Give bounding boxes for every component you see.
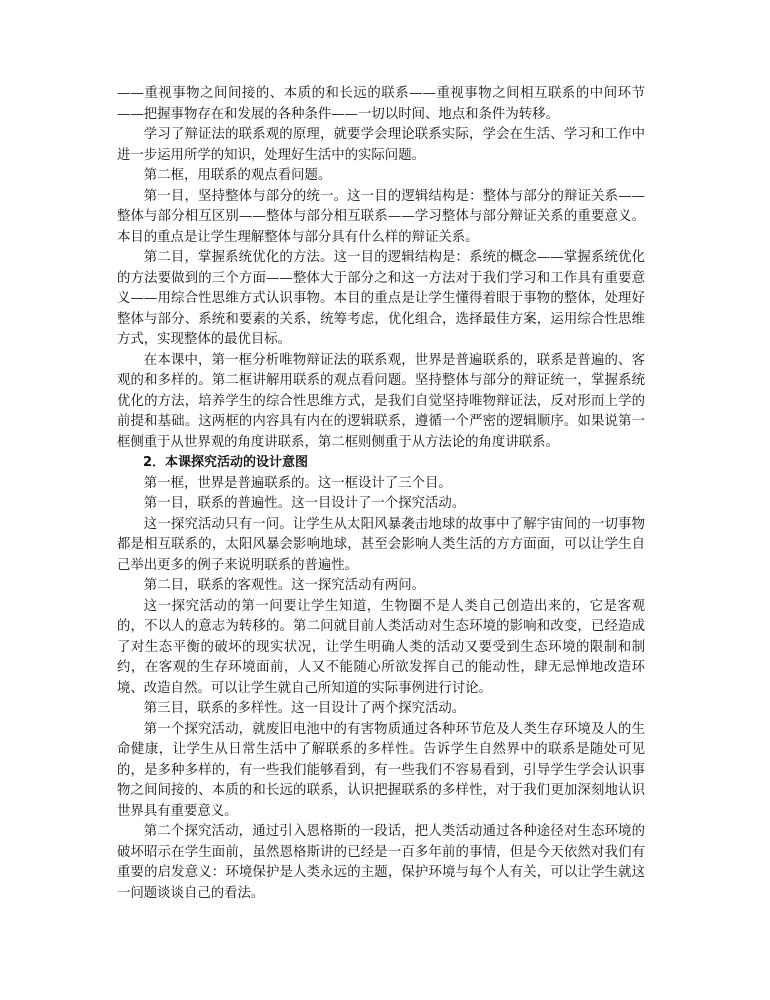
paragraph: 第二目，掌握系统优化的方法。这一目的逻辑结构是：系统的概念——掌握系统优化的方法要做到的三个方面——整体大于部分之和这一方法对于我们学习和工作具有重要意义——用综合性思维方式认识事物。本目的重点是让学生懂得着眼于事物的整体，处理好整体与部分、系统和要素的关系，统筹考虑，优化组合，选择最佳方案，运用综合性思维方式，实现整体的最优目标。 [117,250,645,347]
paragraph: 第三目，联系的多样性。这一目设计了两个探究活动。 [143,701,466,716]
document-body [117,84,645,904]
paragraph: 第一个探究活动，就废旧电池中的有害物质通过各种环节危及人类生存环境及人的生命健康，让学生从日常生活中了解联系的多样性。告诉学生自然界中的联系是随处可见的，是多种多样的，有一些我们能够看到，有一些我们不容易看到，引导学生学会认识事物之间间接的、本质的和长远的联系，认识把握联系的多样性，对于我们更加深刻地认识世界具有重要意义。 [117,721,645,819]
paragraph: 第二框，用联系的观点看问题。 [143,168,332,183]
paragraph: 第一框，世界是普遍联系的。这一框设计了三个目。 [143,475,452,491]
paragraph: 第一目，坚持整体与部分的统一。这一目的逻辑结构是：整体与部分的辩证关系——整体与部分相互区别——整体与部分相互联系——学习整体与部分辩证关系的重要意义。本目的重点是让学生理解整体与部分具有什么样的辩证关系。 [117,188,645,245]
section-heading: 2．本课探究活动的设计意图 [143,455,309,470]
paragraph: 这一探究活动的第一问要让学生知道，生物圈不是人类自己创造出来的，它是客观的，不以人的意志为转移的。第二问就目前人类活动对生态环境的影响和改变，已经造成了对生态平衡的破坏的现实状况，让学生明确人类的活动又要受到生态环境的限制和制约，在客观的生存环境面前，人又不能随心所欲发挥自己的能动性，肆无忌惮地改造环境、改造自然。可以让学生就自己所知道的实际事例进行讨论。 [117,598,645,696]
paragraph: 第一目，联系的普遍性。这一目设计了一个探究活动。 [143,496,466,511]
paragraph: ——重视事物之间间接的、本质的和长远的联系——重视事物之间相互联系的中间环节——把握事物存在和发展的各种条件——一切以时间、地点和条件为转移。 [117,86,645,122]
paragraph: 第二目，联系的客观性。这一探究活动有两问。 [143,578,425,593]
paragraph: 在本课中，第一框分析唯物辩证法的联系观，世界是普遍联系的，联系是普遍的、客观的和多样的。第二框讲解用联系的观点看问题。坚持整体与部分的辩证统一，掌握系统优化的方法，培养学生的综合性思维方式，是我们自觉坚持唯物辩证法，反对形而上学的前提和基础。这两框的内容具有内在的逻辑联系，遵循一个严密的逻辑顺序。如果说第一框侧重于从世界观的角度讲联系，第二框则侧重于从方法论的角度讲联系。 [117,352,645,450]
paragraph: 第二个探究活动，通过引入恩格斯的一段话，把人类活动通过各种途径对生态环境的破坏昭示在学生面前，虽然恩格斯讲的已经是一百多年前的事情，但是今天依然对我们有重要的启发意义：环境保护是人类永远的主题，保护环境与每个人有关，可以让学生就这一问题谈谈自己的看法。 [117,824,645,901]
paragraph: 这一探究活动只有一问。让学生从太阳风暴袭击地球的故事中了解宇宙间的一切事物都是相互联系的，太阳风暴会影响地球，甚至会影响人类生活的方方面面，可以让学生自己举出更多的例子来说明联系的普遍性。 [117,516,645,573]
paragraph: 学习了辩证法的联系观的原理，就要学会理论联系实际，学会在生活、学习和工作中进一步运用所学的知识，处理好生活中的实际问题。 [117,127,645,163]
